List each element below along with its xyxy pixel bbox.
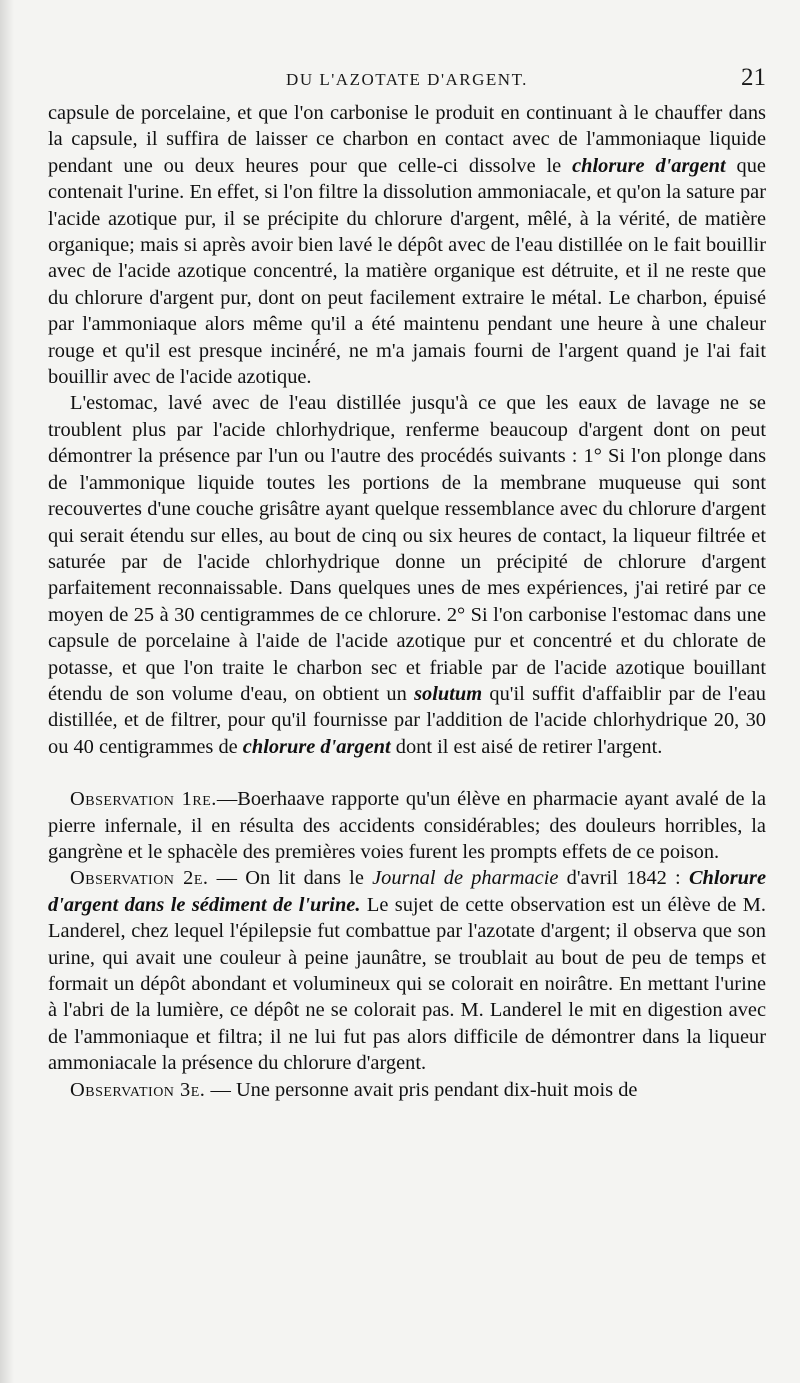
paragraph bbox=[48, 786, 766, 865]
running-title: DU L'AZOTATE D'ARGENT. bbox=[286, 70, 528, 89]
text-run: capsule de porcelaine, et que l'on carbonise le produit en continuant à le chauffer dans la capsule, il suffira de laisser ce charbon en contact avec de l'ammoniaque liquide pendant une ou deux heures pour que celle-ci dissolve le bbox=[48, 102, 766, 177]
text-run: dont il est aisé de retirer l'argent. bbox=[390, 735, 663, 758]
text-run: d'avril 1842 : bbox=[558, 867, 689, 890]
emphasis-text: chlorure d'argent bbox=[242, 735, 391, 758]
text-run: — Une personne avait pris pendant dix-huit mois de bbox=[205, 1078, 638, 1101]
paragraph bbox=[48, 865, 766, 1076]
paragraph bbox=[48, 1077, 766, 1103]
observation-heading: Observation 1re. bbox=[70, 788, 217, 811]
italic-text: Journal de pharmacie bbox=[372, 867, 559, 890]
text-run: — On lit dans le bbox=[208, 867, 373, 890]
observation-heading: Observation 3e. bbox=[70, 1078, 206, 1101]
emphasis-text: solutum bbox=[414, 682, 483, 705]
emphasis-text: chlorure d'argent bbox=[572, 154, 726, 177]
paragraph bbox=[48, 100, 766, 390]
paragraph bbox=[48, 390, 766, 760]
text-run: —Boerhaave rapporte qu'un élève en pharmacie ayant avalé de la pierre infernale, il en résulta des accidents considérables; des douleurs horribles, la gangrène et le sphacèle des premières voies furent les prompts effets de ce poison. bbox=[48, 788, 766, 863]
body-text bbox=[48, 100, 766, 1103]
page-number: 21 bbox=[741, 64, 766, 91]
emphasis-text: Chlorure d'argent dans le sédiment de l'urine. bbox=[48, 867, 766, 916]
text-run: qu'il suffit d'affaiblir par de l'eau distillée, et de filtrer, pour qu'il fournisse par l'addition de l'acide chlorhydrique 20, 30 ou 40 centigrammes de bbox=[48, 682, 767, 758]
running-header bbox=[48, 62, 766, 98]
text-run: que contenait l'urine. En effet, si l'on filtre la dissolution ammoniacale, et qu'on la sature par l'acide azotique pur, il se précipite du chlorure d'argent, mêlé, à la vérité, de matière organique; mais si après avoir bien lavé le dépôt avec de l'eau distillée on le fait bouillir avec de l'acide azotique concentré, la matière organique est détruite, et il ne reste que du chlorure d'argent pur, dont on peut facilement extraire le métal. Le charbon, épuisé par l'ammoniaque alors même qu'il a été maintenu pendant une heure à une chaleur rouge et qu'il est presque inciné́ré, ne m'a jamais fourni de l'argent quand je l'ai fait bouillir avec de l'acide azotique. bbox=[48, 154, 766, 389]
observation-heading: Observation 2e. bbox=[70, 867, 209, 890]
text-run: L'estomac, lavé avec de l'eau distillée jusqu'à ce que les eaux de lavage ne se troublent plus par l'acide chlorhydrique, renferme beaucoup d'argent dont on peut démontrer la présence par l'un ou l'autre des procédés suivants : 1° Si l'on plonge dans de l'ammonique liquide toutes les portions de la membrane muqueuse qui sont recouvertes d'une couche grisâtre ayant quelque ressemblance avec du chlorure d'argent qui serait étendu sur elles, au bout de cinq ou six heures de contact, la liqueur filtrée et saturée par de l'acide chlorhydrique donne un précipité de chlorure d'argent parfaitement reconnaissable. Dans quelques unes de mes expériences, j'ai retiré par ce moyen de 25 à 30 centigrammes de ce chlorure. 2° Si l'on carbonise l'estomac dans une capsule de porcelaine à l'aide de l'acide azotique pur et concentré et du chlorate de potasse, et que l'on traite le charbon sec et friable par de l'acide azotique bouillant étendu de son volume d'eau, on obtient un bbox=[48, 392, 766, 705]
page-gutter-shadow bbox=[0, 0, 14, 1383]
text-run: Le sujet de cette observation est un élève de M. Landerel, chez lequel l'épilepsie fut combattue par l'azotate d'argent; il observa que son urine, qui avait une couleur à peine jaunâtre, se troublait au bout de peu de temps et formait un dépôt abondant et volumineux qui se colorait en noirâtre. En mettant l'urine à l'abri de la lumière, ce dépôt ne se colorait pas. M. Landerel le mit en digestion avec de l'ammoniaque et filtra; il ne lui fut pas alors difficile de démontrer dans la liqueur ammoniacale la présence du chlorure d'argent. bbox=[48, 893, 766, 1075]
